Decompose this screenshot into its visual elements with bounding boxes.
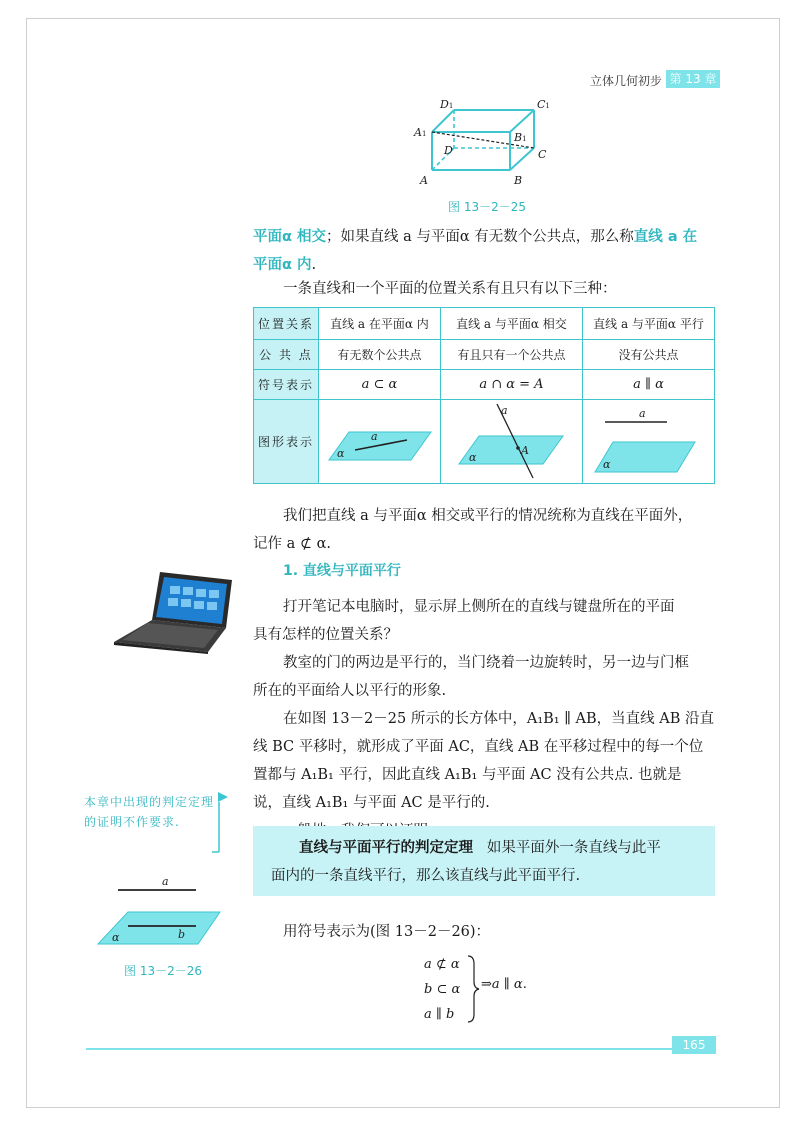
figure-26-caption: 图 13－2－26 (124, 964, 202, 978)
label-d1: D1 (440, 98, 454, 111)
edge-a1d1 (432, 110, 454, 132)
row-header: 公 共 点 (254, 340, 319, 370)
label-b1: B1 (514, 131, 527, 144)
page-number: 165 (672, 1036, 716, 1054)
chapter-title: 立体几何初步 (590, 74, 663, 88)
cuboid-figure (410, 96, 560, 192)
table-row (254, 400, 715, 484)
intro-line: 一条直线和一个平面的位置关系有且只有以下三种： (283, 281, 617, 297)
table-cell (582, 400, 714, 484)
line-parallel-plane-figure (583, 400, 713, 480)
label-d: D (444, 144, 453, 157)
svg-text:b: b (178, 928, 186, 941)
label-a1: A1 (414, 126, 427, 139)
chapter-tag: 第 13 章 (666, 70, 720, 88)
body-line: 在如图 13－2－25 所示的长方体中，A₁B₁ ∥ AB，当直线 AB 沿直 (283, 711, 714, 727)
svg-text:α: α (603, 458, 611, 471)
table-cell: 直线 a 与平面α 平行 (582, 308, 714, 340)
outside-plane-paragraph: 我们把直线 a 与平面α 相交或平行的情况统称为直线在平面外， 记作 a ⊄ α. (253, 508, 693, 552)
svg-text:a: a (639, 407, 647, 420)
brace-icon (466, 954, 480, 1024)
table-row (254, 370, 715, 400)
body-line: 打开笔记本电脑时，显示屏上侧所在的直线与键盘所在的平面 (283, 599, 675, 615)
label-c: C (538, 148, 547, 161)
line-in-plane-figure (319, 400, 439, 480)
row-header: 图形表示 (254, 400, 319, 484)
line-intersect-plane-figure (441, 400, 581, 480)
term-line-in: 直线 a 在 (633, 229, 698, 245)
row-header: 符号表示 (254, 370, 319, 400)
table-cell (319, 400, 441, 484)
side-note: 本章中出现的判定定理的证明不作要求. (84, 795, 215, 829)
svg-text:α: α (469, 451, 477, 464)
term-plane-intersect: 平面α 相交 (253, 229, 327, 245)
body-line: 线 BC 平移时，就形成了平面 AC，直线 AB 在平移过程中的每一个位 (253, 739, 704, 755)
table-cell: a ∥ α (582, 370, 714, 400)
edge-b1c1 (510, 110, 534, 132)
table-cell: 有且只有一个公共点 (440, 340, 582, 370)
symbolic-intro: 用符号表示为(图 13－2－26)： (283, 924, 491, 940)
row-header: 位置关系 (254, 308, 319, 340)
table-row (254, 340, 715, 370)
edge-bc (510, 148, 534, 170)
theorem-box: 直线与平面平行的判定定理 如果平面外一条直线与此平 面内的一条直线平行，那么该直线与此平面平行. (253, 826, 715, 896)
table-cell: 没有公共点 (582, 340, 714, 370)
label-c1: C1 (537, 98, 550, 111)
body-line: 具有怎样的位置关系？ (253, 627, 398, 643)
laptop-image (108, 568, 238, 654)
section-title: 1. 直线与平面平行 (283, 563, 401, 579)
body-line: 所在的平面给人以平行的形象. (253, 683, 447, 699)
theorem-title: 直线与平面平行的判定定理 (299, 840, 473, 856)
svg-text:α: α (337, 447, 345, 460)
table-cell: 有无数个公共点 (319, 340, 441, 370)
table-cell: 直线 a 与平面α 相交 (440, 308, 582, 340)
svg-text:A: A (521, 444, 530, 457)
table-cell (440, 400, 582, 484)
label-a: A (420, 174, 428, 187)
svg-text:α: α (112, 931, 120, 944)
table-cell: a ⊂ α (319, 370, 441, 400)
symbolic-result: ⇒a ∥ α. (481, 977, 527, 992)
svg-text:a: a (371, 430, 379, 443)
body-line: 置都与 A₁B₁ 平行，因此直线 A₁B₁ 与平面 AC 没有公共点. 也就是 (253, 767, 682, 783)
side-note-bracket (212, 790, 232, 860)
relation-table (253, 307, 715, 484)
symbolic-conditions: a ⊄ α b ⊂ α a ∥ b (424, 957, 461, 1022)
figure-25-caption: 图 13－2－25 (448, 200, 526, 214)
svg-text:a: a (501, 404, 509, 417)
label-b: B (514, 174, 523, 187)
figure-26 (92, 876, 232, 952)
body-line: 教室的门的两边是平行的，当门绕着一边旋转时，另一边与门框 (283, 655, 689, 671)
body-line: 说，直线 A₁B₁ 与平面 AC 是平行的. (253, 795, 490, 811)
table-row (254, 308, 715, 340)
body-text (253, 593, 723, 845)
table-cell: a ∩ α = A (440, 370, 582, 400)
svg-text:a: a (162, 876, 169, 888)
term-plane-alpha: 平面α 内 (253, 257, 312, 273)
page-footer-bar (86, 1048, 672, 1050)
intersect-definition: 平面α 相交；如果直线 a 与平面α 有无数个公共点，那么称直线 a 在 平面α 内. (253, 229, 698, 273)
table-cell: 直线 a 在平面α 内 (319, 308, 441, 340)
